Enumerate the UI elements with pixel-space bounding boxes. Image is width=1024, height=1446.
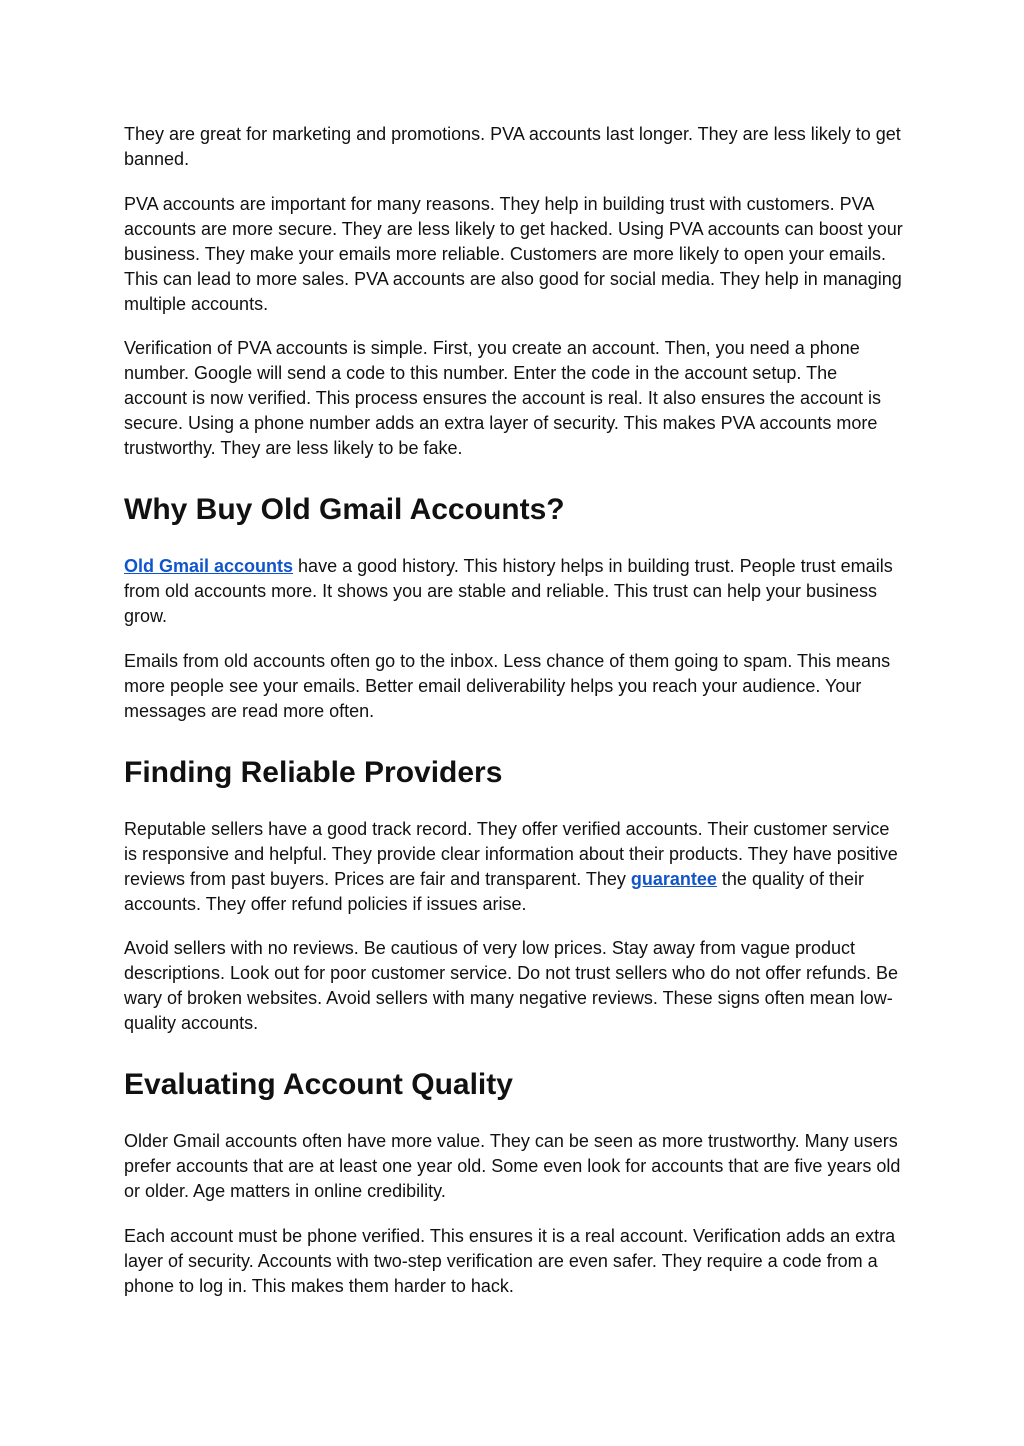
intro-paragraph-3: Verification of PVA accounts is simple. First, you create an account. Then, you need a phone number. Google will send a code to this number. Enter the code in the account setup. The account is now verified. This process ensures the account is real. It also ensures the account is secure. Using a phone number adds an extra layer of security. This makes PVA accounts more trustworthy. They are less likely to be fake. [124, 338, 882, 458]
heading-why-buy: Why Buy Old Gmail Accounts? [124, 493, 565, 526]
intro-paragraph-1: They are great for marketing and promotions. PVA accounts last longer. They are less likely to get banned. [124, 124, 901, 169]
old-gmail-accounts-link[interactable]: Old Gmail accounts [124, 556, 294, 576]
providers-paragraph-2: Avoid sellers with no reviews. Be cautious of very low prices. Stay away from vague product descriptions. Look out for poor customer service. Do not trust sellers who do not offer refunds. Be wary of broken websites. Avoid sellers with many negative reviews. These signs often mean low-quality accounts. [124, 938, 899, 1033]
guarantee-link[interactable]: guarantee [630, 868, 717, 889]
providers-paragraph-1-text-before: Reputable sellers have a good track record. They offer verified accounts. Their customer service is responsive and helpful. They provide clear information about their products. They have positive reviews from past buyers. Prices are fair and transparent. They [124, 818, 898, 889]
why-buy-paragraph-2: Emails from old accounts often go to the inbox. Less chance of them going to spam. This means more people see your emails. Better email deliverability helps you reach your audience. Your messages are read more often. [124, 650, 891, 721]
heading-providers: Finding Reliable Providers [124, 755, 503, 789]
quality-paragraph-1: Older Gmail accounts often have more value. They can be seen as more trustworthy. Many users prefer accounts that are at least one year old. Some even look for accounts that are five years old or older. Age matters in online credibility. [124, 1131, 901, 1201]
providers-paragraph-1 [124, 817, 904, 917]
heading-quality: Evaluating Account Quality [124, 1068, 513, 1101]
why-buy-paragraph-1 [124, 554, 904, 629]
intro-paragraph-2: PVA accounts are important for many reasons. They help in building trust with customers. PVA accounts are more secure. They are less likely to get hacked. Using PVA accounts can boost your business. They make your emails more reliable. Customers are more likely to open your emails. This can lead to more sales. PVA accounts are also good for social media. They help in managing multiple accounts. [124, 193, 903, 314]
why-buy-paragraph-1-text: have a good history. This history helps in building trust. People trust emails from old accounts more. It shows you are stable and reliable. This trust can help your business grow. [124, 556, 893, 626]
providers-paragraph-1-text-after: the quality of their accounts. They offer refund policies if issues arise. [124, 868, 865, 914]
quality-paragraph-2: Each account must be phone verified. This ensures it is a real account. Verification adds an extra layer of security. Accounts with two-step verification are even safer. They require a code from a phone to log in. This makes them harder to hack. [124, 1225, 896, 1296]
